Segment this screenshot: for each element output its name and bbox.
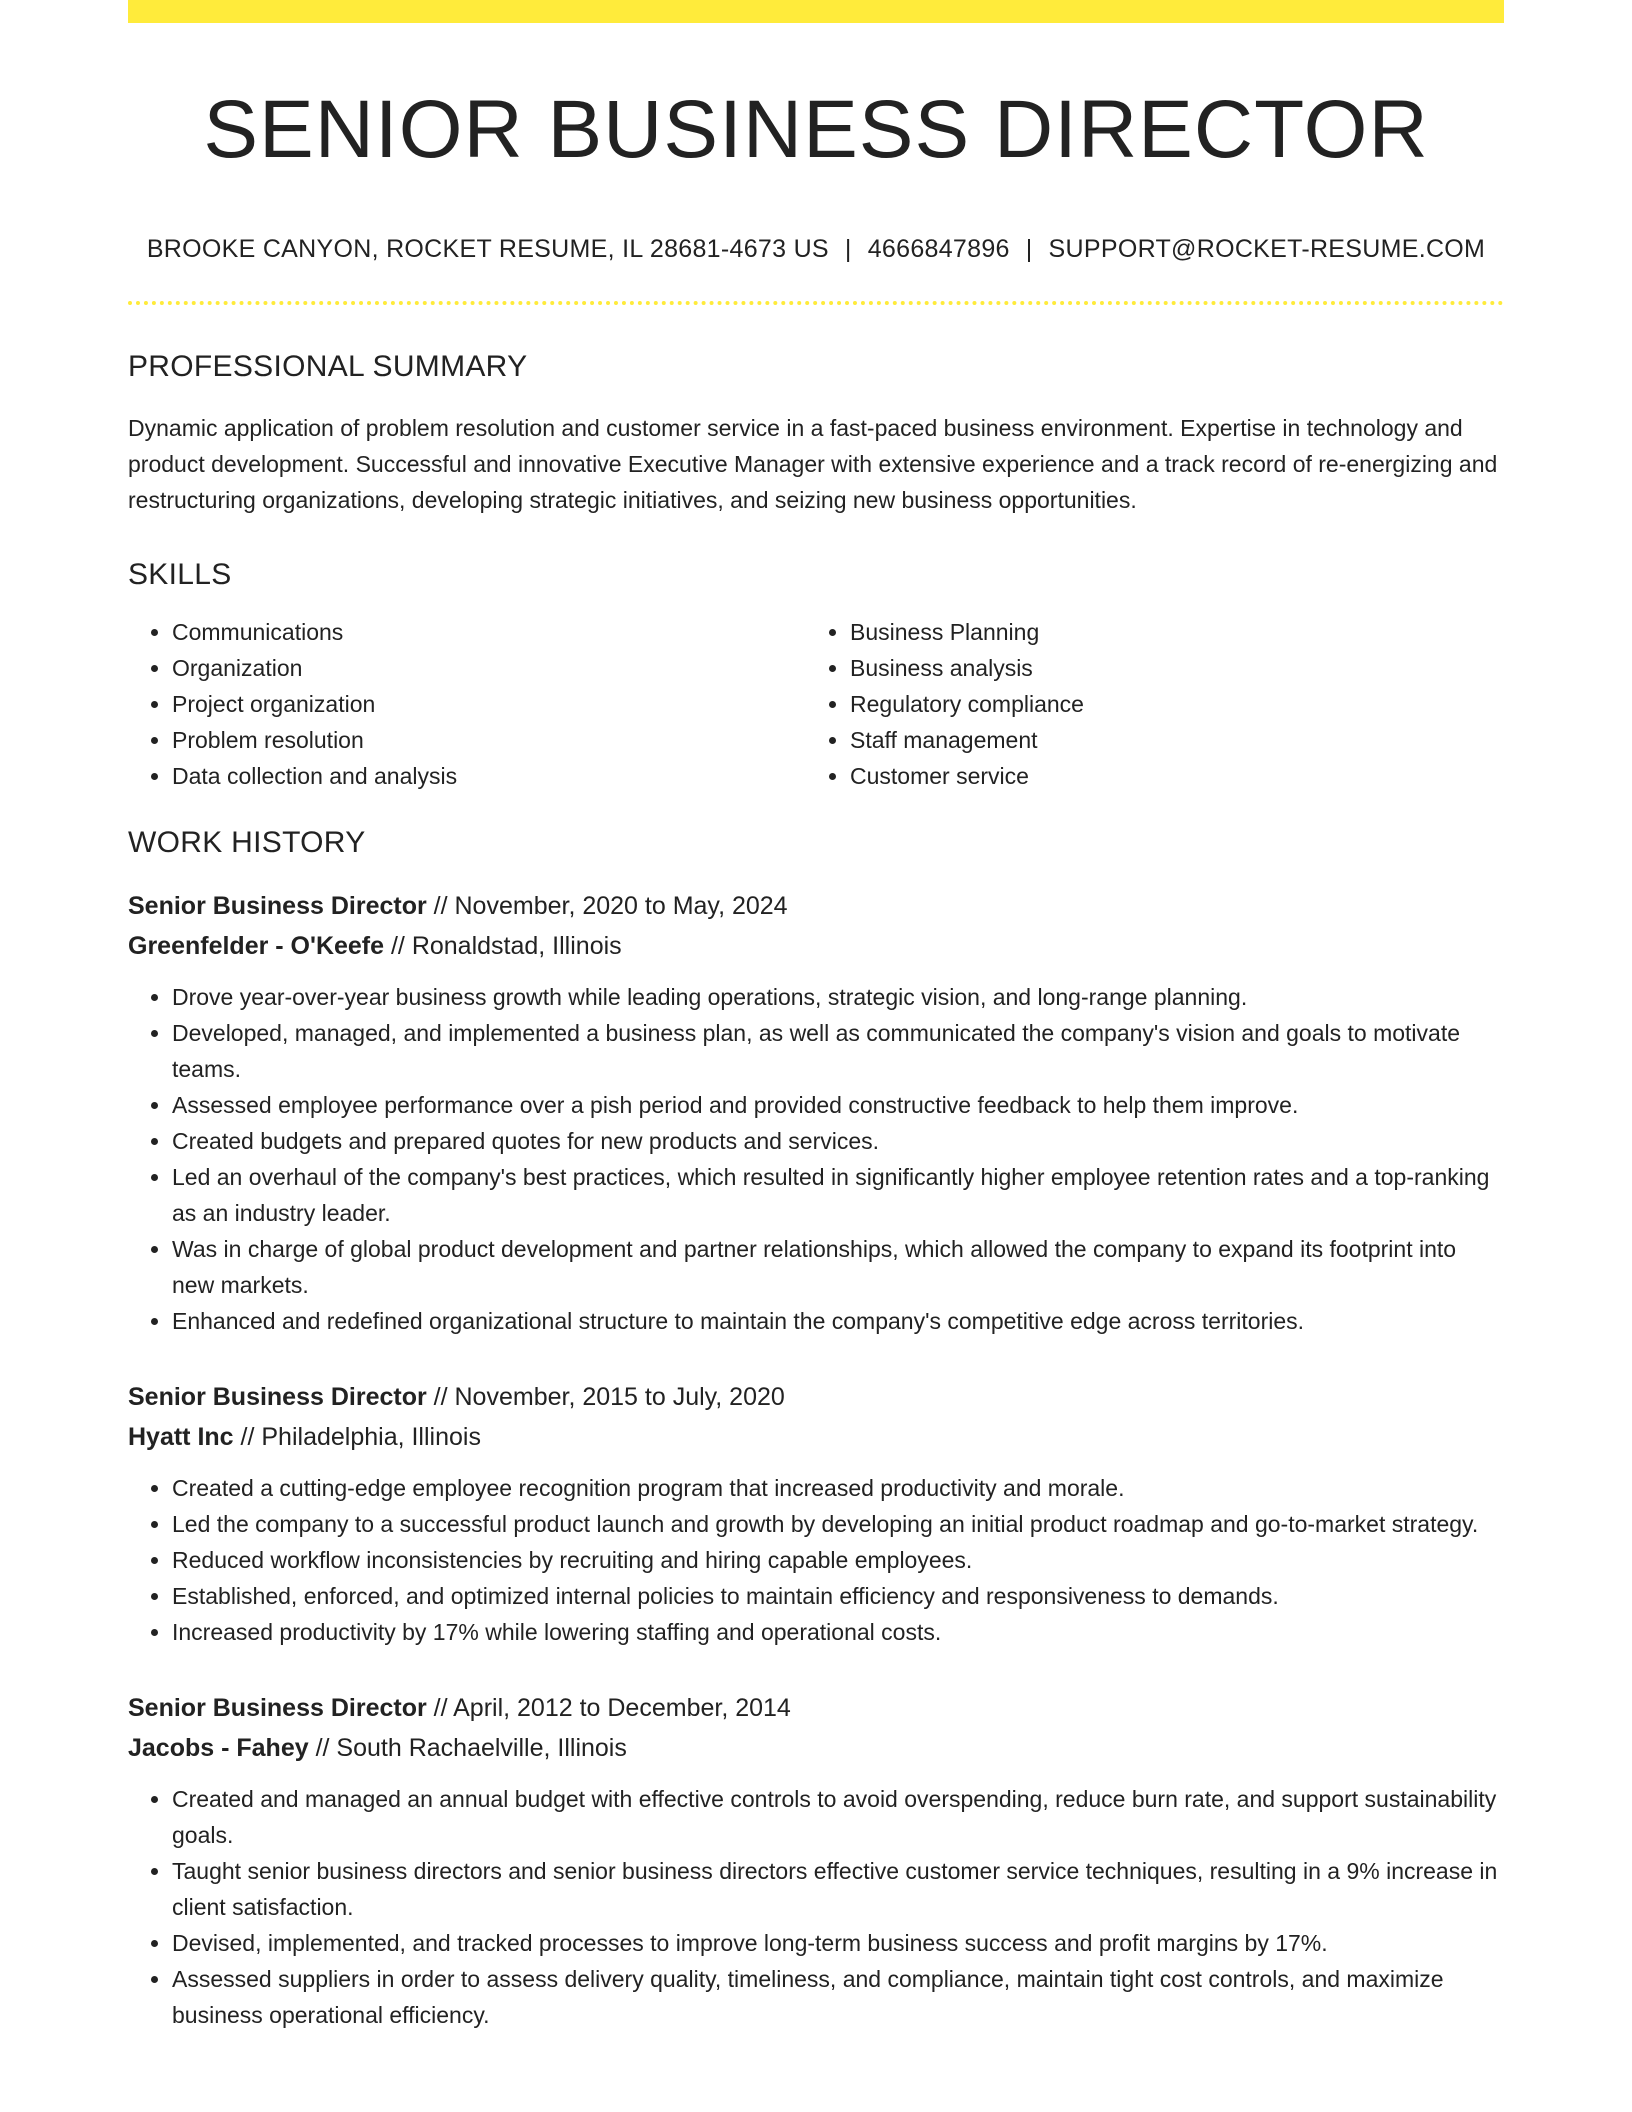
job-bullet: • Was in charge of global product development and partner relationships, which allowed the company to expand its footprint into new markets. xyxy=(172,1231,1504,1303)
skills-list xyxy=(128,614,1504,794)
work-history-heading: WORK HISTORY xyxy=(128,826,366,860)
job-bullet: • Created a cutting-edge employee recognition program that increased productivity and morale. xyxy=(172,1470,1504,1506)
job-title: Senior Business Director xyxy=(128,892,427,921)
job-bullet: • Assessed employee performance over a pish period and provided constructive feedback to help them improve. xyxy=(172,1087,1504,1123)
summary-heading: PROFESSIONAL SUMMARY xyxy=(128,350,528,384)
skill-item: • Data collection and analysis xyxy=(172,758,806,794)
job-entry xyxy=(128,886,1504,1339)
job-company-line xyxy=(128,1728,1504,1768)
skill-item: • Staff management xyxy=(850,722,1484,758)
job-company-line xyxy=(128,926,1504,966)
resume-page xyxy=(128,0,1504,2033)
job-company: Jacobs - Fahey xyxy=(128,1734,309,1763)
skill-item: • Communications xyxy=(172,614,806,650)
summary-text: Dynamic application of problem resolution and customer service in a fast-paced business environment. Expertise in technology and product development. Successful and innovative Executive Manager with extensive experience and a track record of re-energizing and restructuring organizations, developing strategic initiatives, and seizing new business opportunities. xyxy=(128,415,1498,514)
job-company-line xyxy=(128,1417,1504,1457)
job-bullet: • Increased productivity by 17% while lowering staffing and operational costs. xyxy=(172,1614,1504,1650)
contact-separator: | xyxy=(1025,235,1033,264)
job-bullet: • Established, enforced, and optimized internal policies to maintain efficiency and responsiveness to demands. xyxy=(172,1578,1504,1614)
job-company: Hyatt Inc xyxy=(128,1423,234,1452)
job-location: // South Rachaelville, Illinois xyxy=(308,1734,627,1763)
skill-item: • Problem resolution xyxy=(172,722,806,758)
accent-top-bar xyxy=(128,0,1504,23)
job-entry xyxy=(128,1377,1504,1650)
contact-email: SUPPORT@ROCKET-RESUME.COM xyxy=(1048,235,1486,264)
job-title: Senior Business Director xyxy=(128,1694,427,1723)
job-bullets xyxy=(128,1781,1504,2033)
job-bullets xyxy=(128,1470,1504,1650)
job-title-line xyxy=(128,1377,1504,1417)
job-location: // Ronaldstad, Illinois xyxy=(384,932,622,961)
job-dates: // November, 2015 to July, 2020 xyxy=(426,1383,785,1412)
job-bullet: • Taught senior business directors and senior business directors effective customer service techniques, resulting in a 9% increase in client satisfaction. xyxy=(172,1853,1504,1925)
job-title-line xyxy=(128,886,1504,926)
job-location: // Philadelphia, Illinois xyxy=(233,1423,481,1452)
skill-item: • Organization xyxy=(172,650,806,686)
job-dates: // November, 2020 to May, 2024 xyxy=(426,892,788,921)
skill-item: • Regulatory compliance xyxy=(850,686,1484,722)
dotted-divider xyxy=(128,301,1504,305)
job-bullet: • Reduced workflow inconsistencies by recruiting and hiring capable employees. xyxy=(172,1542,1504,1578)
job-bullet: • Drove year-over-year business growth while leading operations, strategic vision, and long-range planning. xyxy=(172,979,1504,1015)
job-company: Greenfelder - O'Keefe xyxy=(128,932,385,961)
contact-address: BROOKE CANYON, ROCKET RESUME, IL 28681-4673 US xyxy=(146,235,829,264)
job-bullet: • Enhanced and redefined organizational structure to maintain the company's competitive edge across territories. xyxy=(172,1303,1504,1339)
contact-separator: | xyxy=(844,235,852,264)
job-bullets xyxy=(128,979,1504,1339)
resume-title: SENIOR BUSINESS DIRECTOR xyxy=(203,84,1429,175)
job-bullet: • Led the company to a successful product launch and growth by developing an initial product roadmap and go-to-market strategy. xyxy=(172,1506,1504,1542)
skill-item: • Business analysis xyxy=(850,650,1484,686)
skills-column-left xyxy=(128,614,806,794)
job-bullet: • Created and managed an annual budget with effective controls to avoid overspending, reduce burn rate, and support sustainability goals. xyxy=(172,1781,1504,1853)
skills-column-right xyxy=(806,614,1484,794)
contact-phone: 4666847896 xyxy=(867,235,1010,264)
job-title: Senior Business Director xyxy=(128,1383,427,1412)
job-bullet: • Developed, managed, and implemented a business plan, as well as communicated the company's vision and goals to motivate teams. xyxy=(172,1015,1504,1087)
skills-heading: SKILLS xyxy=(128,558,232,592)
contact-line xyxy=(128,235,1504,264)
skill-item: • Customer service xyxy=(850,758,1484,794)
job-title-line xyxy=(128,1688,1504,1728)
job-entry xyxy=(128,1688,1504,2033)
job-bullet: • Led an overhaul of the company's best practices, which resulted in significantly higher employee retention rates and a top-ranking as an industry leader. xyxy=(172,1159,1504,1231)
job-bullet: • Created budgets and prepared quotes for new products and services. xyxy=(172,1123,1504,1159)
skill-item: • Business Planning xyxy=(850,614,1484,650)
skill-item: • Project organization xyxy=(172,686,806,722)
job-bullet: • Devised, implemented, and tracked processes to improve long-term business success and profit margins by 17%. xyxy=(172,1925,1504,1961)
job-bullet: • Assessed suppliers in order to assess delivery quality, timeliness, and compliance, maintain tight cost controls, and maximize business operational efficiency. xyxy=(172,1961,1504,2033)
job-dates: // April, 2012 to December, 2014 xyxy=(426,1694,791,1723)
